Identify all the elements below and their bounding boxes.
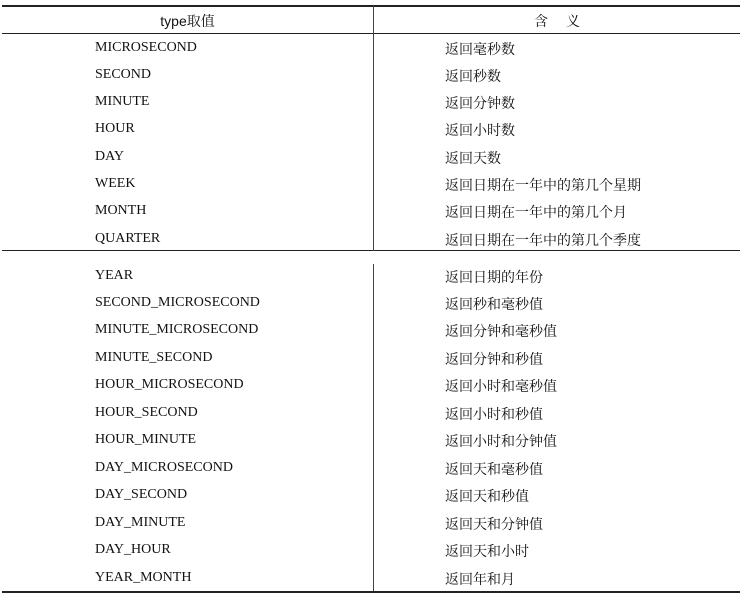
row-desc: 返回秒和毫秒值 — [445, 297, 543, 313]
row-type: DAY — [95, 149, 125, 164]
row-type: DAY_HOUR — [95, 542, 171, 557]
page-break-divider — [2, 250, 740, 251]
row-type: DAY_MICROSECOND — [95, 460, 233, 475]
row-desc: 返回分钟和毫秒值 — [445, 324, 557, 340]
row-type: QUARTER — [95, 231, 161, 246]
row-desc: 返回分钟和秒值 — [445, 352, 543, 368]
row-type: HOUR_MINUTE — [95, 432, 197, 447]
top-border — [2, 5, 740, 7]
row-desc: 返回天和秒值 — [445, 489, 529, 505]
row-desc: 返回日期的年份 — [445, 270, 543, 286]
row-type: HOUR_SECOND — [95, 405, 198, 420]
row-type: MINUTE — [95, 94, 150, 109]
row-type: MINUTE_MICROSECOND — [95, 322, 259, 337]
row-type: SECOND_MICROSECOND — [95, 295, 260, 310]
bottom-border — [2, 591, 740, 593]
row-type: YEAR — [95, 268, 134, 283]
row-desc: 返回天和毫秒值 — [445, 462, 543, 478]
row-desc: 返回天数 — [445, 151, 501, 167]
row-desc: 返回秒数 — [445, 69, 501, 85]
header-type: type取值 — [160, 13, 215, 29]
row-desc: 返回分钟数 — [445, 96, 515, 112]
row-desc: 返回小时数 — [445, 123, 515, 139]
row-type: DAY_MINUTE — [95, 515, 186, 530]
row-type: SECOND — [95, 67, 152, 82]
row-desc: 返回日期在一年中的第几个星期 — [445, 178, 641, 194]
row-desc: 返回天和分钟值 — [445, 517, 543, 533]
row-type: MINUTE_SECOND — [95, 350, 213, 365]
column-divider-top — [373, 5, 374, 251]
row-desc: 返回天和小时 — [445, 544, 529, 560]
row-desc: 返回日期在一年中的第几个季度 — [445, 233, 641, 249]
row-type: WEEK — [95, 176, 136, 191]
row-desc: 返回毫秒数 — [445, 42, 515, 58]
header-divider — [2, 33, 740, 34]
row-type: MICROSECOND — [95, 40, 197, 55]
row-type: YEAR_MONTH — [95, 570, 192, 585]
row-type: MONTH — [95, 203, 147, 218]
row-desc: 返回年和月 — [445, 572, 515, 588]
column-divider-bottom — [373, 264, 374, 591]
row-type: HOUR — [95, 121, 135, 136]
row-desc: 返回小时和分钟值 — [445, 434, 557, 450]
row-type: DAY_SECOND — [95, 487, 188, 502]
row-type: HOUR_MICROSECOND — [95, 377, 244, 392]
header-meaning: 含义 — [534, 13, 598, 29]
row-desc: 返回小时和秒值 — [445, 407, 543, 423]
row-desc: 返回小时和毫秒值 — [445, 379, 557, 395]
row-desc: 返回日期在一年中的第几个月 — [445, 205, 627, 221]
